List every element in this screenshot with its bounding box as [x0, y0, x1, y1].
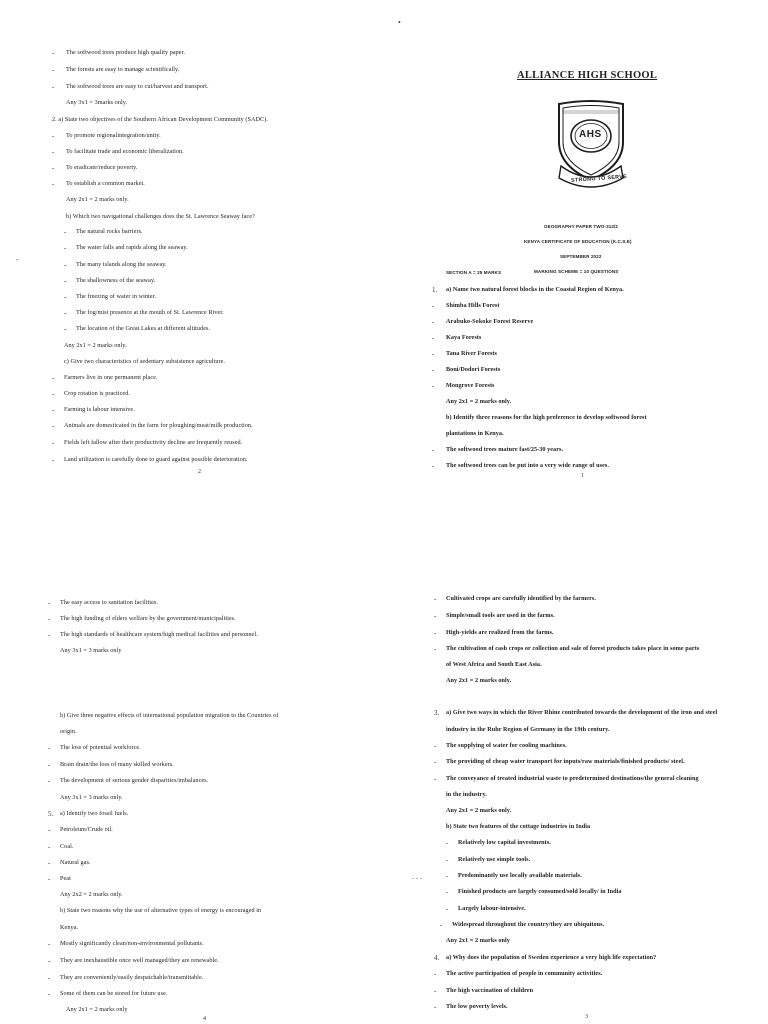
bullet: -	[48, 843, 51, 851]
answer-line: in the industry.	[446, 791, 487, 798]
answer-line: Farming is labour intensive.	[64, 406, 135, 413]
answer-line: The providing of cheap water transport for inputs/raw materials/finished products/ steel.	[446, 758, 685, 765]
answer-line: To establish a common market.	[66, 180, 145, 187]
bullet: -	[434, 629, 437, 637]
answer-line: Animals are domesticated in the farm for ploughing/meat/milk production.	[64, 422, 253, 429]
school-title: ALLIANCE HIGH SCHOOL	[517, 70, 658, 81]
question-number: 4.	[434, 954, 440, 962]
marks-line: Any 2x1 = 2 marks only	[66, 1006, 128, 1013]
bullet: -	[432, 334, 435, 342]
question-line: b) Give three negative effects of international population migration to the Countries of	[60, 712, 279, 719]
answer-line: Kaya Forests	[446, 334, 482, 341]
answer-line: The high funding of elders welfare by the government/municipalities.	[60, 615, 236, 622]
bullet: -	[434, 1003, 437, 1011]
bullet: -	[48, 940, 51, 948]
answer-line: of West Africa and South East Asia.	[446, 661, 542, 668]
paper-title: GEOGRAPHY PAPER TWO-312/2	[544, 224, 619, 229]
crest-motto: STRONG TO SERVE	[570, 174, 628, 184]
question-line: Kenya.	[60, 924, 78, 931]
bullet: -	[52, 164, 55, 172]
marks-line: Any 2x1 = 2 marks only.	[66, 196, 129, 203]
bullet: -	[432, 382, 435, 390]
bullet: -	[434, 987, 437, 995]
answer-line: The high standards of healthcare system/high medical facilities and personnel.	[60, 631, 258, 638]
answer-line: Mongrove Forests	[446, 382, 495, 389]
page-number: 1	[581, 473, 584, 479]
bullet: -	[48, 777, 51, 785]
bullet: -	[52, 374, 55, 382]
question-number: 5.	[48, 810, 54, 818]
bullet: -	[446, 872, 449, 880]
bullet: -	[52, 456, 55, 464]
crest-initials: AHS	[579, 129, 602, 140]
answer-line: The softwood trees mature fast/25-30 years.	[446, 446, 564, 453]
marks-line: Any 3x1 = 3 marks only	[60, 647, 122, 654]
answer-line: Widespread throughout the country/they are ubiquitous.	[452, 921, 605, 928]
answer-line: Relatively low capital investments.	[458, 839, 551, 846]
bullet: -	[48, 990, 51, 998]
answer-line: They are conveniently/easily despatchable/transmittable.	[60, 974, 204, 981]
page-number: 4	[203, 1016, 206, 1022]
answer-line: The fog/mist presence at the mouth of St. Lawrence River.	[76, 309, 224, 316]
bullet: -	[52, 390, 55, 398]
question-line: industry in the Ruhr Region of Germany in the 19th century.	[446, 726, 610, 733]
answer-line: The shallowness of the seaway.	[76, 277, 156, 284]
bullet: -	[434, 595, 437, 603]
answer-line: Some of them can be stored for future use.	[60, 990, 168, 997]
answer-line: Finished products are largely consumed/sold locally/ in India	[458, 888, 622, 895]
bullet: -	[434, 612, 437, 620]
answer-line: Natural gas.	[60, 859, 91, 866]
bullet: -	[432, 318, 435, 326]
marks-line: Any 2x2 = 2 marks only.	[60, 891, 123, 898]
bullet: -	[64, 277, 67, 285]
marks-line: Any 3x1 = 3 marks only.	[60, 794, 123, 801]
answer-line: The easy access to sanitation facilities.	[60, 599, 158, 606]
question-line: 2. a) State two objectives of the Southern African Development Community (SADC).	[52, 116, 268, 123]
answer-line: Brain drain/the loss of many skilled workers.	[60, 761, 174, 768]
answer-line: The loss of potential workforce.	[60, 744, 141, 751]
bullet: -	[48, 957, 51, 965]
bullet: -	[440, 921, 443, 929]
answer-line: High-yields are realized from the farms.	[446, 629, 554, 636]
bullet: -	[48, 826, 51, 834]
question-line: plantations in Kenya.	[446, 430, 504, 437]
bullet: -	[64, 228, 67, 236]
bullet: -	[52, 439, 55, 447]
answer-line: The many islands along the seaway.	[76, 261, 167, 268]
bullet: -	[52, 66, 55, 74]
answer-line: Simple/small tools are used in the farms.	[446, 612, 555, 619]
answer-line: They are inexhaustible once well managed/they are renewable.	[60, 957, 219, 964]
exam-name: KENYA CERTIFICATE OF EDUCATION (K.C.S.E)	[524, 239, 632, 244]
bullet: -	[64, 244, 67, 252]
bullet: -	[432, 302, 435, 310]
bullet: -	[432, 462, 435, 470]
answer-line: Petroleum/Crude oil.	[60, 826, 113, 833]
bullet: -	[48, 615, 51, 623]
bullet: -	[434, 970, 437, 978]
bullet: -	[52, 180, 55, 188]
answer-line: Arabuko-Sokoke Forest Reserve	[446, 318, 534, 325]
answer-line: Shimba Hills Forest	[446, 302, 500, 309]
question-line: c) Give two characteristics of sedentary subsistence agriculture.	[64, 358, 225, 365]
answer-line: The development of serious gender disparities/imbalances.	[60, 777, 209, 784]
question-number: 1.	[432, 286, 438, 294]
answer-line: The supplying of water for cooling machines.	[446, 742, 567, 749]
answer-line: Predominantly use locally available materials.	[458, 872, 582, 879]
bullet: -	[446, 856, 449, 864]
bullet: -	[48, 761, 51, 769]
question-line: origin.	[60, 728, 77, 735]
answer-line: Coal.	[60, 843, 74, 850]
bullet: -	[64, 309, 67, 317]
page-number: 2	[198, 469, 201, 475]
question-line: b) Identify three reasons for the high preference to develop softwood forest	[446, 414, 647, 421]
bullet: -	[434, 775, 437, 783]
marks-line: Any 2x1 = 2 marks only.	[446, 807, 512, 814]
marking-scheme: MARKING SCHEME = 10 QUESTIONS	[534, 269, 619, 274]
answer-line: The forests are easy to manage scientifically.	[66, 66, 180, 73]
page-1	[384, 0, 768, 512]
question-line: b) State two features of the cottage industries in India	[446, 823, 591, 830]
page-4	[0, 512, 384, 1024]
scan-mark: -	[16, 255, 19, 264]
answer-line: The softwood trees can be put into a very wide range of uses.	[446, 462, 609, 469]
bullet: -	[64, 261, 67, 269]
question-line: b) Which two navigational challenges does the St. Lawrence Seaway face?	[66, 213, 255, 220]
question-line: b) State two reasons why the use of alternative types of energy is encouraged in	[60, 907, 262, 914]
scan-mark: •	[398, 18, 401, 27]
bullet: -	[48, 974, 51, 982]
bullet: -	[48, 744, 51, 752]
bullet: -	[52, 422, 55, 430]
bullet: -	[434, 645, 437, 653]
bullet: -	[446, 888, 449, 896]
bullet: -	[446, 905, 449, 913]
answer-line: Land utilization is carefully done to guard against possible deterioration.	[64, 456, 248, 463]
answer-line: The location of the Great Lakes at different altitudes.	[76, 325, 211, 332]
answer-line: The softwood trees produce high quality paper.	[66, 49, 185, 56]
answer-line: To promote regionalintegration/unity.	[66, 132, 161, 139]
page-3	[384, 512, 768, 1024]
answer-line: The softwood trees are easy to cut/harvest and transport.	[66, 83, 209, 90]
bullet: -	[52, 132, 55, 140]
marks-line: Any 2x1 = 2 marks only.	[446, 677, 512, 684]
exam-date: SEPTEMBER 2022	[560, 254, 602, 259]
bullet: -	[52, 83, 55, 91]
answer-line: The water falls and rapids along the seaway.	[76, 244, 188, 251]
answer-line: The high vaccination of children	[446, 987, 534, 994]
bullet: -	[52, 148, 55, 156]
page-2	[0, 0, 384, 512]
bullet: -	[434, 742, 437, 750]
answer-line: Farmers live in one permanent place.	[64, 374, 158, 381]
scan-mark: . . .	[412, 872, 422, 881]
marks-line: Any 2x1 = 2 marks only.	[446, 398, 512, 405]
bullet: -	[48, 599, 51, 607]
bullet: -	[48, 631, 51, 639]
answer-line: Crop rotation is practiced.	[64, 390, 130, 397]
bullet: -	[48, 875, 51, 883]
answer-line: To eradicate/reduce poverty.	[66, 164, 138, 171]
answer-line: Relatively use simple tools.	[458, 856, 531, 863]
marks-line: Any 3x1 = 3marks only.	[66, 99, 128, 106]
answer-line: Fields left fallow after their productivity decline are frequently reused.	[64, 439, 243, 446]
bullet: -	[432, 350, 435, 358]
bullet: -	[432, 366, 435, 374]
bullet: -	[52, 49, 55, 57]
answer-line: The natural rocks barriers.	[76, 228, 143, 235]
bullet: -	[52, 406, 55, 414]
answer-line: Boni/Dodori Forests	[446, 366, 501, 373]
question-line: a) Name two natural forest blocks in the Coastal Region of Kenya.	[446, 286, 624, 293]
bullet: -	[446, 839, 449, 847]
answer-line: The low poverty levels.	[446, 1003, 508, 1010]
answer-line: The active participation of people in community activities.	[446, 970, 603, 977]
answer-line: Tana River Forests	[446, 350, 497, 357]
bullet: -	[64, 293, 67, 301]
question-line: a) Give two ways in which the River Rhine contributed towards the development of the iron and steel	[446, 709, 718, 716]
answer-line: Peat	[60, 875, 71, 882]
question-number: 3.	[434, 709, 440, 717]
answer-line: Mostly significantly clean/non-environmental pollutants.	[60, 940, 204, 947]
bullet: -	[434, 758, 437, 766]
question-line: a) Identify two fossil fuels.	[60, 810, 129, 817]
bullet: -	[432, 446, 435, 454]
bullet: -	[64, 325, 67, 333]
answer-line: The cultivation of cash crops or collection and sale of forest products takes place in some parts	[446, 645, 700, 652]
marks-line: Any 2x1 = 2 marks only	[446, 937, 510, 944]
bullet: -	[48, 859, 51, 867]
question-line: a) Why does the population of Sweden experience a very high life expectation?	[446, 954, 657, 961]
answer-line: Cultivated crops are carefully identified by the farmers.	[446, 595, 596, 602]
page-number: 3	[585, 1014, 588, 1020]
answer-line: The conveyance of treated industrial waste to predetermined destinations/the general cleaning	[446, 775, 699, 782]
answer-line: The freezing of water in winter.	[76, 293, 156, 300]
section-heading: SECTION A = 25 MARKS	[446, 270, 502, 275]
answer-line: To facilitate trade and economic liberalization.	[66, 148, 184, 155]
answer-line: Largely labour-intensive.	[458, 905, 526, 912]
marks-line: Any 2x1 = 2 marks only.	[64, 342, 127, 349]
